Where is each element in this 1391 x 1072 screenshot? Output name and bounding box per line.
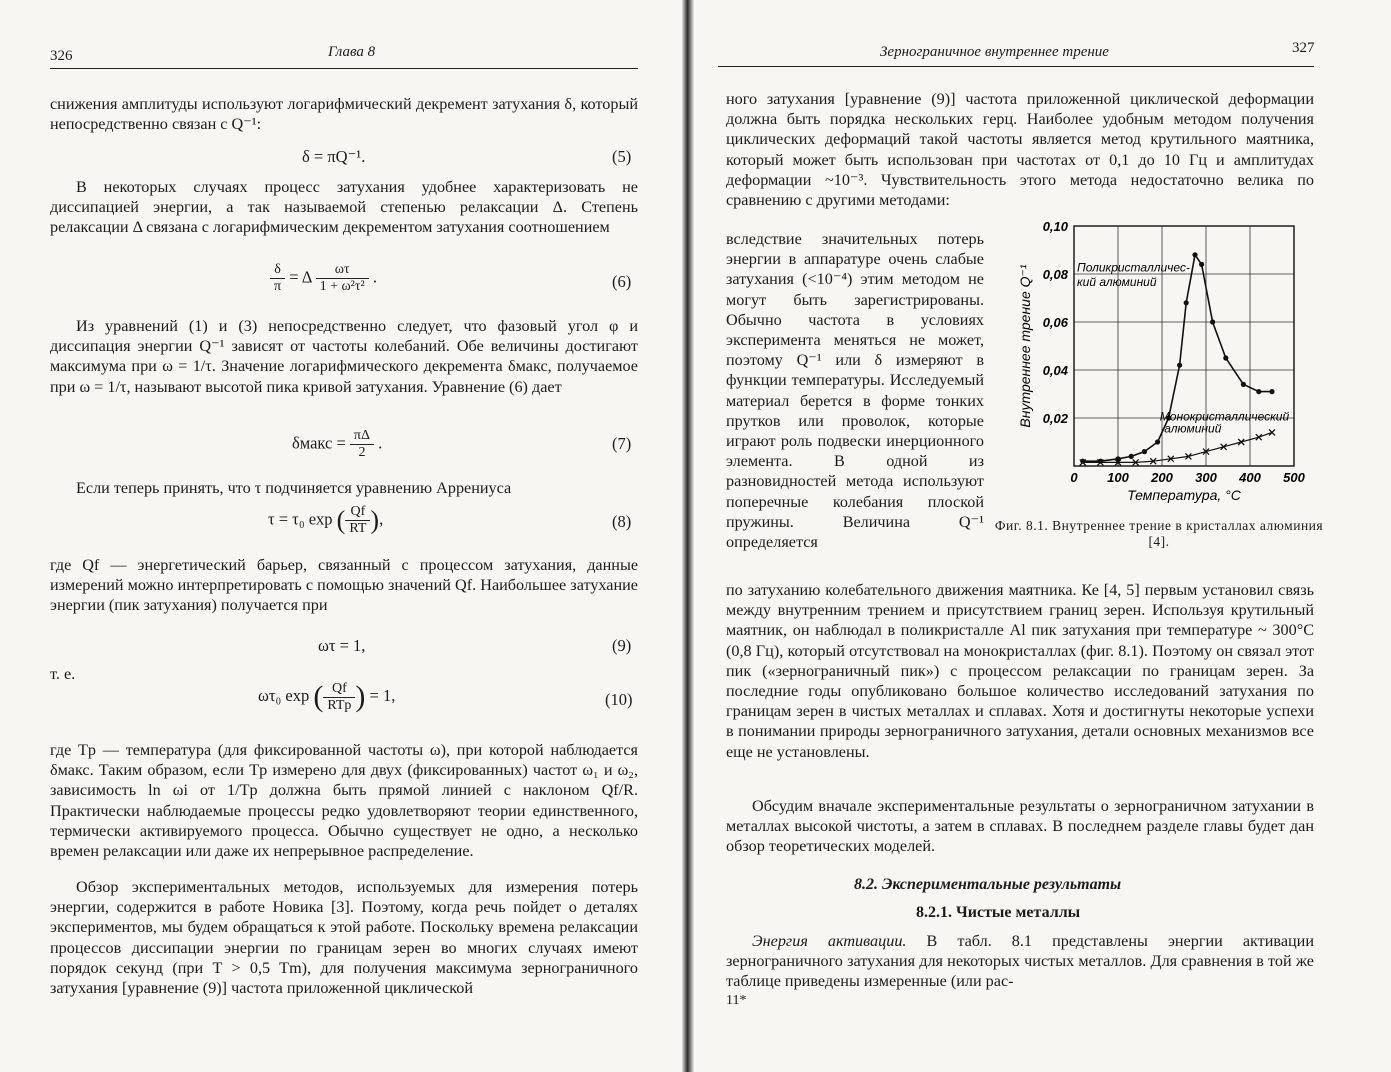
x-tick-label: 100 [1107,470,1129,485]
y-tick-label: 0,02 [1042,411,1068,426]
x-tick-label: 400 [1239,470,1261,485]
paragraph: т. е. [50,665,76,683]
page-number: 327 [1292,40,1315,56]
x-tick-label: 500 [1283,470,1305,485]
equation-8: τ = τ₀ exp ( $\frac{Qf}{RT}$ ), [268,504,384,536]
series-label: алюминий [1164,421,1222,436]
data-point [1129,454,1134,459]
paragraph: Обзор экспериментальных методов, используемых для измерения потерь энергии, содержится в работе Новика [3]. Поэтому, когда речь пойдет о деталях экспериментов, мы будем обращаться к этой работе. Поскольку времена релаксации процессов диссипации энергии по границам зерен во многих случаях имеют порядок секунд (при T > 0,5 Tm), для получения максимума зернограничного затухания [уравнение (9)] частота приложенной циклической [50,878,638,998]
equation-6: $\frac{\delta}{\pi}$ = Δ $\frac{\omega\tau}{\text{1 + ω²τ²}}$ . [270,262,377,295]
paragraph: вследствие значительных потерь энергии в аппаратуре очень слабые затухания (<10⁻⁴) этим методом не могут быть зарегистрированы. Обычно частота в условиях эксперимента меняться не может, поэтому Q⁻¹ или δ измеряют в функции температуры. Исследуемый материал берется в форме тонких прутков или проволок, которые играют роль подвески инерционного элемента. В одной из разновидностей метода используют поперечные колебания плоской пружины. Величина Q⁻¹ определяется [726,230,984,552]
equation-number: (10) [605,690,633,709]
running-head: Глава 8 [328,44,376,60]
series-line [1083,432,1272,462]
data-point [1199,262,1204,267]
series-label: Поликристалличес- [1077,260,1190,275]
subsection-heading: 8.2.1. Чистые металлы [916,904,1081,921]
paragraph: где Tp — температура (для фиксированной частоты ω), при которой наблюдается δмакс. Таким образом, если Tp измерено для двух (фиксированных) частот ω₁ и ω₂, зависимость ln ωi от 1/Tp должна быть прямой линией с наклоном Qf/R. Практически наблюдаемые процессы редко удовлетворяют теории единственного, термически активируемого процесса. Обычно существует не одно, а несколько времен релаксации или даже их непрерывное распределение. [50,741,638,861]
x-tick-label: 200 [1151,470,1173,485]
paragraph: Из уравнений (1) и (3) непосредственно следует, что фазовый угол φ и диссипация энергии Q⁻¹ зависят от частоты колебаний. Обе величины достигают максимума при ω = 1/τ. Значение логарифмического декремента δмакс, получаемое при ω = 1/τ, называют высотой пика кривой затухания. Уравнение (6) дает [50,317,638,396]
header-rule [718,66,1314,67]
signature-mark: 11* [726,993,747,1008]
equation-5: δ = πQ⁻¹. [302,147,366,166]
data-point [1210,319,1215,324]
x-axis-label: Температура, °С [1127,487,1241,503]
book-spine [682,0,694,1072]
equation-number: (6) [612,272,632,291]
x-tick-label: 300 [1195,470,1217,485]
data-point [1177,363,1182,368]
paragraph: Обсудим вначале экспериментальные результаты о зернограничном затухании в металлах высокой чистоты, а затем в сплавах. В последнем разделе главы будет дан обзор теоретических моделей. [726,797,1314,856]
data-point [1155,439,1160,444]
paragraph: Если теперь принять, что τ подчиняется уравнению Аррениуса [76,479,512,497]
paragraph: снижения амплитуды используют логарифмический декремент затухания δ, который непосредственно связан с Q⁻¹: [50,95,638,134]
equation-number: (5) [612,147,632,166]
running-head: Зернограничное внутреннее трение [880,44,1109,60]
paragraph: где Qf — энергетический барьер, связанный с процессом затухания, данные измерений можно интерпретировать с помощью значений Qf. Наибольшее затухание энергии (пик затухания) получается при [50,556,638,615]
data-point [1184,300,1189,305]
section-heading: 8.2. Экспериментальные результаты [854,876,1122,893]
equation-7: δмакс = $\frac{\pi\Delta}{2}$ . [292,428,383,460]
y-tick-label: 0,04 [1042,363,1068,378]
equation-number: (7) [612,434,632,453]
equation-10: ωτ₀ exp ( $\frac{Qf}{\text{RTp}}$ ) = 1, [258,680,396,713]
figure-chart [1004,210,1319,510]
equation-number: (8) [612,512,632,531]
figure-caption: Фиг. 8.1. Внутреннее трение в кристаллах алюминия [4]. [994,518,1324,549]
chart-ticks [1043,219,1306,485]
data-point [1269,429,1275,435]
y-tick-label: 0,08 [1042,267,1068,282]
paragraph: В некоторых случаях процесс затухания удобнее характеризовать не диссипацией энергии, а так называемой степенью релаксации Δ. Степень релаксации Δ связана с логарифмическим декрементом затухания соотношением [50,178,638,237]
data-point [1223,355,1228,360]
series-label: Монокристаллический [1159,409,1290,424]
page-number: 326 [50,48,73,64]
data-point [1256,389,1261,394]
equation-number: (9) [612,636,632,655]
data-point [1269,389,1274,394]
paragraph: Энергия активации. В табл. 8.1 представлены энергии активации зернограничного затухания для некоторых чистых металлов. Для сравнения в той же таблице приведены измеренные (или рас- [726,932,1315,991]
left-page [0,0,686,1072]
equation-9: ωτ = 1, [318,636,366,655]
header-rule [50,68,638,69]
y-tick-label: 0,10 [1042,219,1068,234]
right-page [694,0,1391,1072]
series-label: кий алюминий [1077,275,1157,289]
x-tick-label: 0 [1070,470,1078,485]
paragraph: по затуханию колебательного движения маятника. Ке [4, 5] первым установил связь между внутренним трением и присутствием границ зерен. Используя крутильный маятник, он наблюдал в поликристалле Al пик затухания при температуре ~ 300°C (0,8 Гц), который отсутствовал на монокристаллах (фиг. 8.1). Поэтому он связал этот пик («зернограничный пик») с процессом релаксации по границам зерен. За последние годы опубликовано большое количество исследований затухания по границам зерен в чистых металлах и сплавах. Хотя и достигнуты некоторые успехи в понимании природы зернограничного затухания, детали основных механизмов все еще не установлены. [726,581,1314,761]
paragraph: ного затухания [уравнение (9)] частота приложенной циклической деформации должна быть порядка нескольких герц. Наиболее удобным методом получения циклических деформаций такой частоты является метод крутильного маятника, который может быть использован при частотах от 0,1 до 10 Гц и амплитудах деформации ~10⁻³. Чувствительность этого метода недостаточно велика по сравнению с другими методами: [726,90,1314,210]
data-point [1142,449,1147,454]
y-tick-label: 0,06 [1042,315,1068,330]
y-axis-label: Внутреннее трение Q⁻¹ [1017,264,1033,428]
data-point [1241,382,1246,387]
data-point [1192,252,1197,257]
